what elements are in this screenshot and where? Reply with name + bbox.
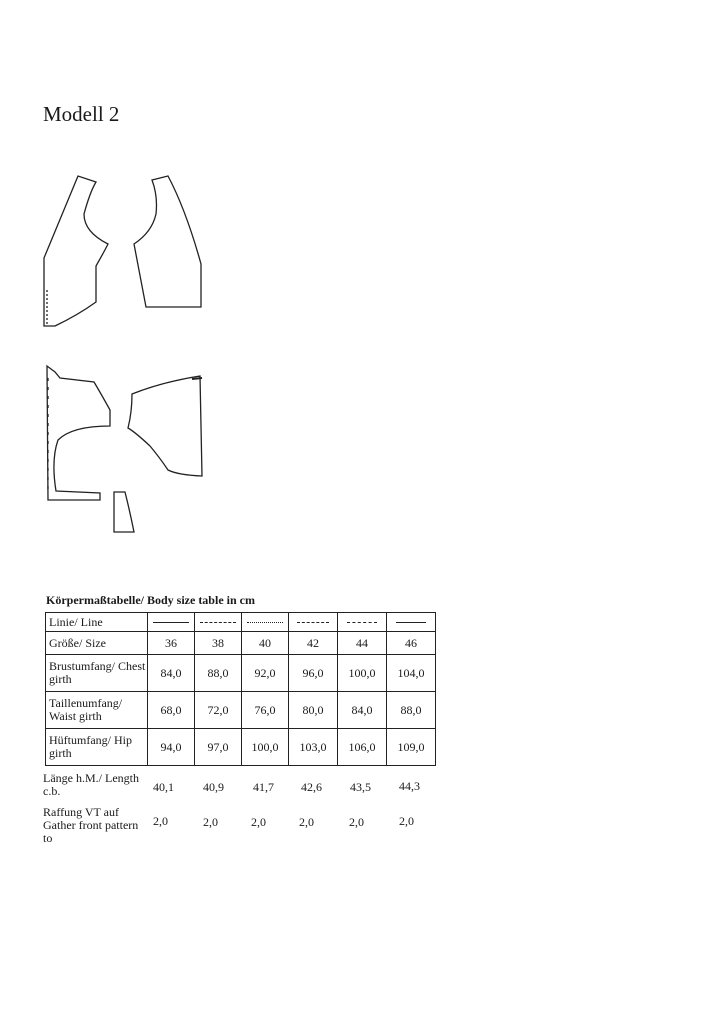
value-cell: 96,0 bbox=[289, 655, 338, 692]
row-label: Hüftumfang/ Hip girth bbox=[46, 729, 148, 766]
value-cell: 97,0 bbox=[195, 729, 242, 766]
size-cell: 42 bbox=[289, 632, 338, 655]
size-cell: 38 bbox=[195, 632, 242, 655]
value-cell: 2,0 bbox=[299, 815, 314, 829]
value-cell: 100,0 bbox=[242, 729, 289, 766]
size-label: Größe/ Size bbox=[46, 632, 148, 655]
line-label: Linie/ Line bbox=[46, 613, 148, 632]
page-title: Modell 2 bbox=[43, 102, 120, 126]
value-cell: 84,0 bbox=[148, 655, 195, 692]
line-sample-42 bbox=[289, 613, 338, 632]
pattern-piece-back bbox=[134, 176, 201, 307]
table-row-size bbox=[46, 632, 436, 655]
value-cell: 2,0 bbox=[153, 814, 168, 828]
row-label: Länge h.M./ Length c.b. bbox=[43, 771, 139, 798]
line-sample-38 bbox=[195, 613, 242, 632]
pattern-piece-front bbox=[44, 176, 108, 326]
size-cell: 44 bbox=[338, 632, 387, 655]
pattern-piece-back-facing bbox=[128, 376, 202, 476]
value-cell: 2,0 bbox=[251, 815, 266, 829]
value-cell: 40,9 bbox=[203, 780, 224, 794]
line-sample-36 bbox=[148, 613, 195, 632]
value-cell: 94,0 bbox=[148, 729, 195, 766]
line-sample-46 bbox=[387, 613, 436, 632]
table-row-line bbox=[46, 613, 436, 632]
value-cell: 2,0 bbox=[399, 814, 414, 828]
line-sample-44 bbox=[338, 613, 387, 632]
value-cell: 40,1 bbox=[153, 780, 174, 794]
pattern-piece-strap bbox=[114, 492, 134, 532]
pattern-piece-front-facing bbox=[47, 366, 110, 500]
value-cell: 44,3 bbox=[399, 779, 420, 793]
value-cell: 72,0 bbox=[195, 692, 242, 729]
size-cell: 40 bbox=[242, 632, 289, 655]
value-cell: 42,6 bbox=[301, 780, 322, 794]
value-cell: 84,0 bbox=[338, 692, 387, 729]
value-cell: 109,0 bbox=[387, 729, 436, 766]
value-cell: 76,0 bbox=[242, 692, 289, 729]
size-cell: 36 bbox=[148, 632, 195, 655]
value-cell: 80,0 bbox=[289, 692, 338, 729]
value-cell: 103,0 bbox=[289, 729, 338, 766]
value-cell: 100,0 bbox=[338, 655, 387, 692]
row-label: Taillenumfang/ Waist girth bbox=[46, 692, 148, 729]
value-cell: 106,0 bbox=[338, 729, 387, 766]
value-cell: 88,0 bbox=[387, 692, 436, 729]
size-table-title: Körpermaßtabelle/ Body size table in cm bbox=[46, 593, 255, 607]
value-cell: 104,0 bbox=[387, 655, 436, 692]
size-cell: 46 bbox=[387, 632, 436, 655]
value-cell: 88,0 bbox=[195, 655, 242, 692]
value-cell: 2,0 bbox=[203, 815, 218, 829]
table-row-chest bbox=[46, 655, 436, 692]
pattern-facing-edge bbox=[192, 378, 202, 379]
size-table bbox=[45, 612, 436, 766]
value-cell: 92,0 bbox=[242, 655, 289, 692]
row-label: Raffung VT auf Gather front pattern to bbox=[43, 805, 139, 845]
value-cell: 68,0 bbox=[148, 692, 195, 729]
value-cell: 2,0 bbox=[349, 815, 364, 829]
value-cell: 41,7 bbox=[253, 780, 274, 794]
row-label: Brustumfang/ Chest girth bbox=[46, 655, 148, 692]
value-cell: 43,5 bbox=[350, 780, 371, 794]
table-row-hip bbox=[46, 729, 436, 766]
table-row-waist bbox=[46, 692, 436, 729]
line-sample-40 bbox=[242, 613, 289, 632]
